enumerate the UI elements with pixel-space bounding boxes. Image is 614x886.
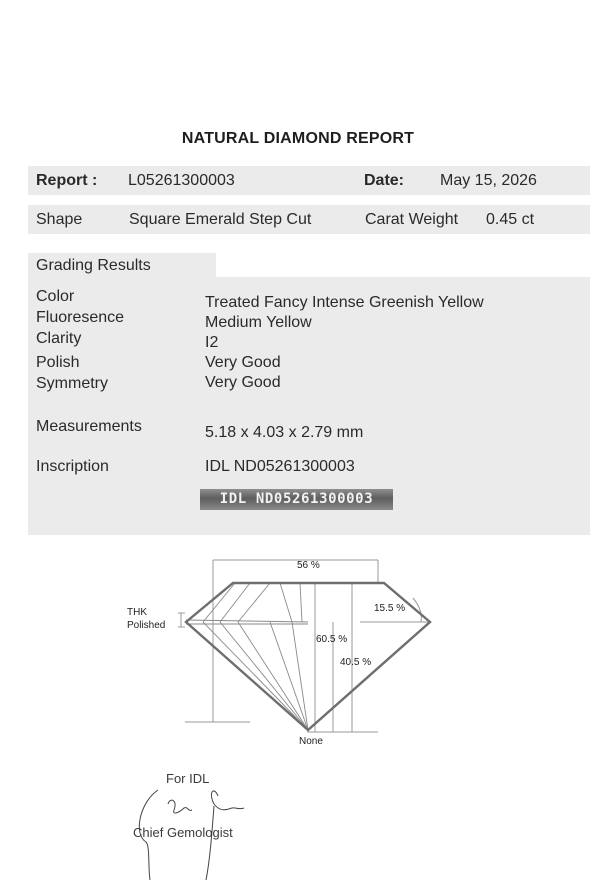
proportions-diagram: [120, 550, 450, 755]
carat-label: Carat Weight: [365, 211, 459, 228]
report-date: May 15, 2026: [440, 172, 537, 189]
crown-angle: 15.5 %: [374, 603, 406, 614]
shape-value: Square Emerald Step Cut: [129, 211, 312, 228]
inscription-image: IDL ND05261300003: [200, 489, 393, 510]
report-label: Report :: [36, 172, 98, 189]
clarity-label: Clarity: [36, 330, 82, 347]
color-label: Color: [36, 288, 75, 305]
girdle-thickness: THK: [127, 607, 147, 618]
chief-gemologist: Chief Gemologist: [133, 825, 233, 840]
date-label: Date:: [364, 172, 405, 189]
inscription-label: Inscription: [36, 458, 109, 475]
polish-value: Very Good: [205, 354, 281, 371]
clarity-value: I2: [205, 334, 219, 351]
symmetry-label: Symmetry: [36, 375, 108, 392]
measurements-label: Measurements: [36, 418, 142, 435]
report-row: [28, 166, 590, 195]
total-depth: 60.5 %: [316, 634, 348, 645]
shape-label: Shape: [36, 211, 83, 228]
shape-row: [28, 205, 590, 234]
table-percent: 56 %: [297, 560, 320, 571]
color-value: Treated Fancy Intense Greenish Yellow: [205, 294, 484, 311]
report-number: L05261300003: [128, 172, 235, 189]
carat-value: 0.45 ct: [486, 211, 535, 228]
fluorescence-value: Medium Yellow: [205, 314, 312, 331]
for-idl: For IDL: [166, 771, 210, 786]
report-title: NATURAL DIAMOND REPORT: [181, 130, 415, 147]
culet: None: [299, 736, 323, 747]
pavilion-depth: 40.5 %: [340, 657, 372, 668]
fluorescence-label: Fluoresence: [36, 309, 125, 326]
grading-title: Grading Results: [36, 257, 151, 274]
girdle-finish: Polished: [127, 620, 166, 631]
inscription-value: IDL ND05261300003: [205, 458, 355, 475]
measurements-value: 5.18 x 4.03 x 2.79 mm: [205, 424, 364, 441]
symmetry-value: Very Good: [205, 374, 281, 391]
polish-label: Polish: [36, 354, 80, 371]
